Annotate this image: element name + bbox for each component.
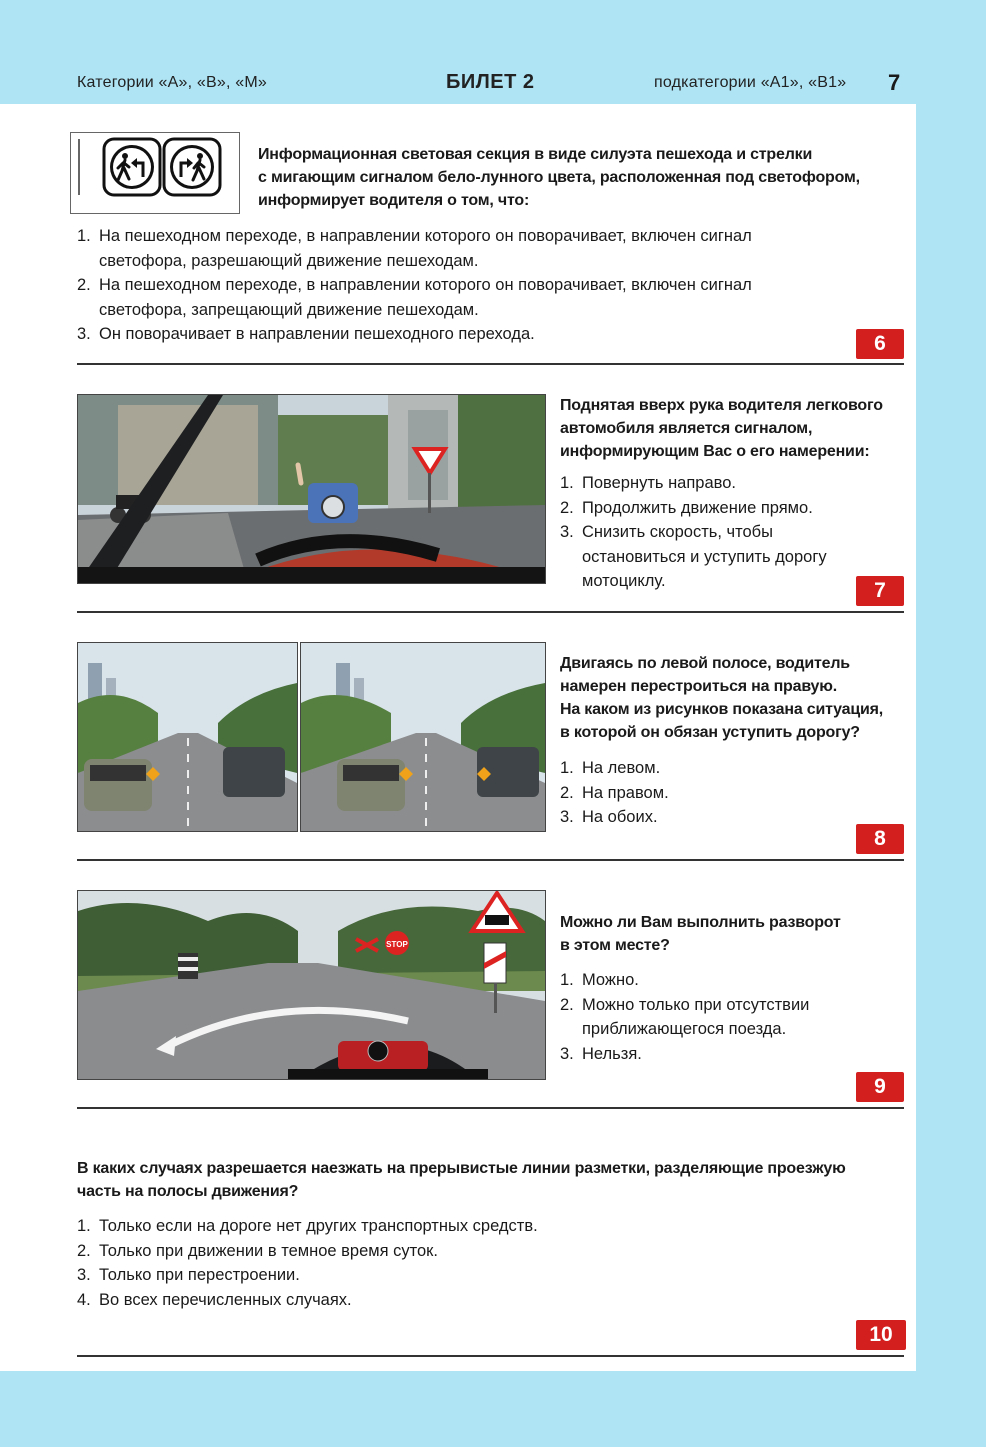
header-subcategories: подкатегории «А1», «В1» <box>654 74 847 91</box>
answer-option[interactable]: 2. Только при движении в темное время суток. <box>77 1241 438 1260</box>
section-divider <box>77 363 904 365</box>
answer-option[interactable]: 3. Он поворачивает в направлении пешеходного перехода. <box>77 325 535 343</box>
answer-option[interactable]: 1. На левом. <box>560 759 661 777</box>
answer-option[interactable]: 1. Только если на дороге нет других транспортных средств. <box>77 1217 538 1235</box>
answer-option[interactable]: 1. Можно. <box>560 971 639 989</box>
ticket-title: БИЛЕТ 2 <box>446 71 535 93</box>
answer-option[interactable]: 3. Нельзя. <box>560 1044 642 1063</box>
question-7-text: Поднятая вверх рука водителя легкового автомобиля является сигналом, информирующим Вас о его намерении: <box>560 397 883 460</box>
section-divider <box>77 1355 904 1357</box>
answer-option[interactable]: 1. Повернуть направо. <box>560 474 736 492</box>
question-9-image <box>77 890 546 1080</box>
question-8-image-left <box>77 642 298 832</box>
question-number-badge: 8 <box>856 824 904 854</box>
question-6-answers <box>77 224 877 347</box>
traffic-light-section-illustration <box>70 132 240 214</box>
question-9-answers <box>560 968 905 1066</box>
section-divider <box>77 1107 904 1109</box>
stop-sign-text: STOP <box>386 940 408 949</box>
question-10-answers <box>77 1214 877 1312</box>
page-frame-bottom <box>0 1371 986 1447</box>
page-frame-right <box>916 0 986 1447</box>
answer-option[interactable]: 2. Продолжить движение прямо. <box>560 498 813 517</box>
question-8-text: Двигаясь по левой полосе, водитель намерен перестроиться на правую. На каком из рисунков показана ситуация, в которой он обязан уступить дорогу? <box>560 655 883 741</box>
answer-option[interactable]: 2. Можно только при отсутствии приближающегося поезда. <box>560 995 810 1038</box>
page-number: 7 <box>888 70 901 95</box>
header-categories: Категории «А», «В», «М» <box>77 74 267 91</box>
answer-option[interactable]: 3. На обоих. <box>560 808 658 826</box>
question-number-badge: 9 <box>856 1072 904 1102</box>
answer-option[interactable]: 3. Снизить скорость, чтобы остановиться и уступить дорогу мотоциклу. <box>560 523 827 590</box>
answer-option[interactable]: 2. На пешеходном переходе, в направлении которого он поворачивает, включен сигнал светофора, запрещающий движение пешеходам. <box>77 276 752 319</box>
question-7-image <box>77 394 546 584</box>
answer-option[interactable]: 2. На правом. <box>560 783 669 802</box>
question-number-badge: 6 <box>856 329 904 359</box>
question-number-badge: 10 <box>856 1320 906 1350</box>
question-number-badge: 7 <box>856 576 904 606</box>
section-divider <box>77 859 904 861</box>
question-6-text: Информационная световая секция в виде силуэта пешехода и стрелки с мигающим сигналом бело-лунного цвета, расположенная под светофором, информирует водителя о том, что: <box>258 146 860 209</box>
question-9-text: Можно ли Вам выполнить разворот в этом месте? <box>560 914 841 954</box>
question-8-image-right <box>300 642 546 832</box>
question-10-text: В каких случаях разрешается наезжать на прерывистые линии разметки, разделяющие проезжую часть на полосы движения? <box>77 1160 846 1200</box>
answer-option[interactable]: 3. Только при перестроении. <box>77 1266 300 1284</box>
section-divider <box>77 611 904 613</box>
answer-option[interactable]: 4. Во всех перечисленных случаях. <box>77 1290 352 1309</box>
question-8-answers <box>560 756 905 830</box>
question-7-answers <box>560 471 905 594</box>
answer-option[interactable]: 1. На пешеходном переходе, в направлении которого он поворачивает, включен сигнал светофора, разрешающий движение пешеходам. <box>77 227 752 270</box>
